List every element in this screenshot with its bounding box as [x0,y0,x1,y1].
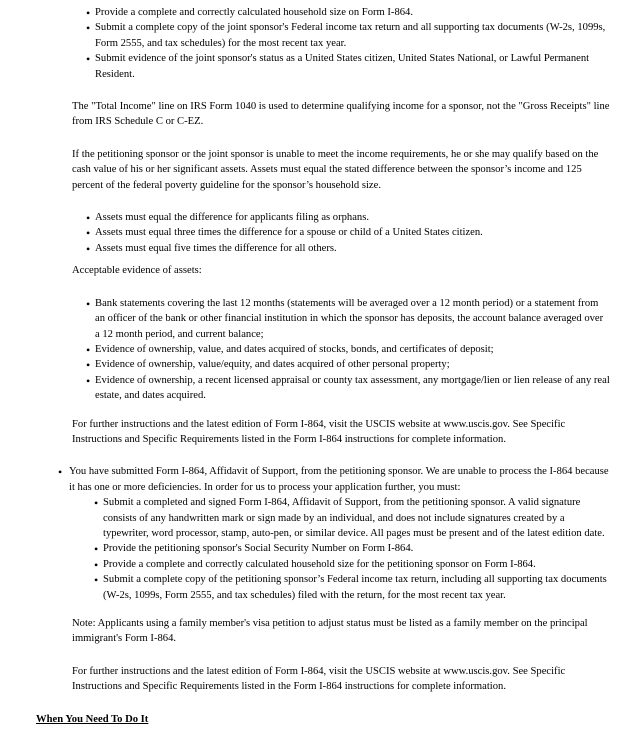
further-instructions-paragraph-2: For further instructions and the latest edition of Form I-864, visit the USCIS website at www.uscis.gov. See Specific Instructions and Specific Requirements listed in the Form I-864 instructions for complete information. [72,665,566,693]
list-item: • Submit a complete copy of the petitioning sponsor’s Federal income tax return, including all supporting tax documents (W-2s, 1099s, Form 2555, and tax schedules) filed with the return, for the most recent tax year. [94,572,610,603]
list-item: • Assets must equal three times the difference for a spouse or child of a United States citizen. [86,225,610,240]
list-item: • Submit a complete copy of the joint sponsor's Federal income tax return and all supporting tax documents (W-2s, 1099s, Form 2555, and tax schedules) for the most recent tax year. [86,20,610,51]
acceptable-evidence-label: Acceptable evidence of assets: [72,265,202,277]
asset-multiplier-list [86,210,610,256]
list-item: • Bank statements covering the last 12 months (statements will be averaged over a 12 month period) or a statement from an officer of the bank or other financial institution in which the sponsor has deposits, the account balance averaged over a 12 month period, and current balance; [86,296,610,342]
assets-paragraph: If the petitioning sponsor or the joint sponsor is unable to meet the income requirements, he or she may qualify based on the cash value of his or her significant assets. Assets must equal the stated difference between the sponsor’s income and 125 percent of the federal poverty guideline for the sponsor’s household size. [72,148,599,191]
further-instructions-paragraph: For further instructions and the latest edition of Form I-864, visit the USCIS website at www.uscis.gov. See Specific Instructions and Specific Requirements listed in the Form I-864 instructions for complete information. [72,418,566,445]
note-paragraph: Note: Applicants using a family member's visa petition to adjust status must be listed as a family member on the principal immigrant's Form I-864. [72,618,588,645]
evidence-list [86,296,610,404]
deficiency-list [94,495,610,603]
list-item: • Provide the petitioning sponsor's Social Security Number on Form I-864. [94,541,610,556]
section-heading-when: When You Need To Do It [36,713,149,725]
list-item: • Submit a completed and signed Form I-864, Affidavit of Support, from the petitioning sponsor. A valid signature consists of any handwritten mark or sign made by an individual, and does not include signatures created by a typewriter, word processor, stamp, auto-pen, or similar device. All pages must be present and of the latest edition date. [94,495,610,541]
list-item: • Evidence of ownership, value/equity, and dates acquired of other personal property; [86,357,610,372]
total-income-paragraph: The "Total Income" line on IRS Form 1040 is used to determine qualifying income for a sponsor, not the "Gross Receipts" line from IRS Schedule C or C-EZ. [72,101,610,128]
list-item: • Provide a complete and correctly calculated household size on Form I-864. [86,5,610,20]
joint-sponsor-list [86,5,610,82]
list-item: • Assets must equal five times the difference for all others. [86,241,610,256]
deficiency-intro: You have submitted Form I-864, Affidavit of Support, from the petitioning sponsor. We are unable to process the I-864 because it has one or more deficiencies. In order for us to process your application further, you must: [69,466,609,493]
list-item: • Evidence of ownership, a recent licensed appraisal or county tax assessment, any mortgage/lien or lien release of any real estate, and dates acquired. [86,373,610,404]
deficiency-section [51,464,610,603]
list-item: • Submit evidence of the joint sponsor's status as a United States citizen, United States National, or Lawful Permanent Resident. [86,51,610,82]
list-item: • Provide a complete and correctly calculated household size for the petitioning sponsor on Form I-864. [94,557,610,572]
list-item: • Evidence of ownership, value, and dates acquired of stocks, bonds, and certificates of deposit; [86,342,610,357]
list-item: • Assets must equal the difference for applicants filing as orphans. [86,210,610,225]
bullet-icon: • [58,465,63,480]
